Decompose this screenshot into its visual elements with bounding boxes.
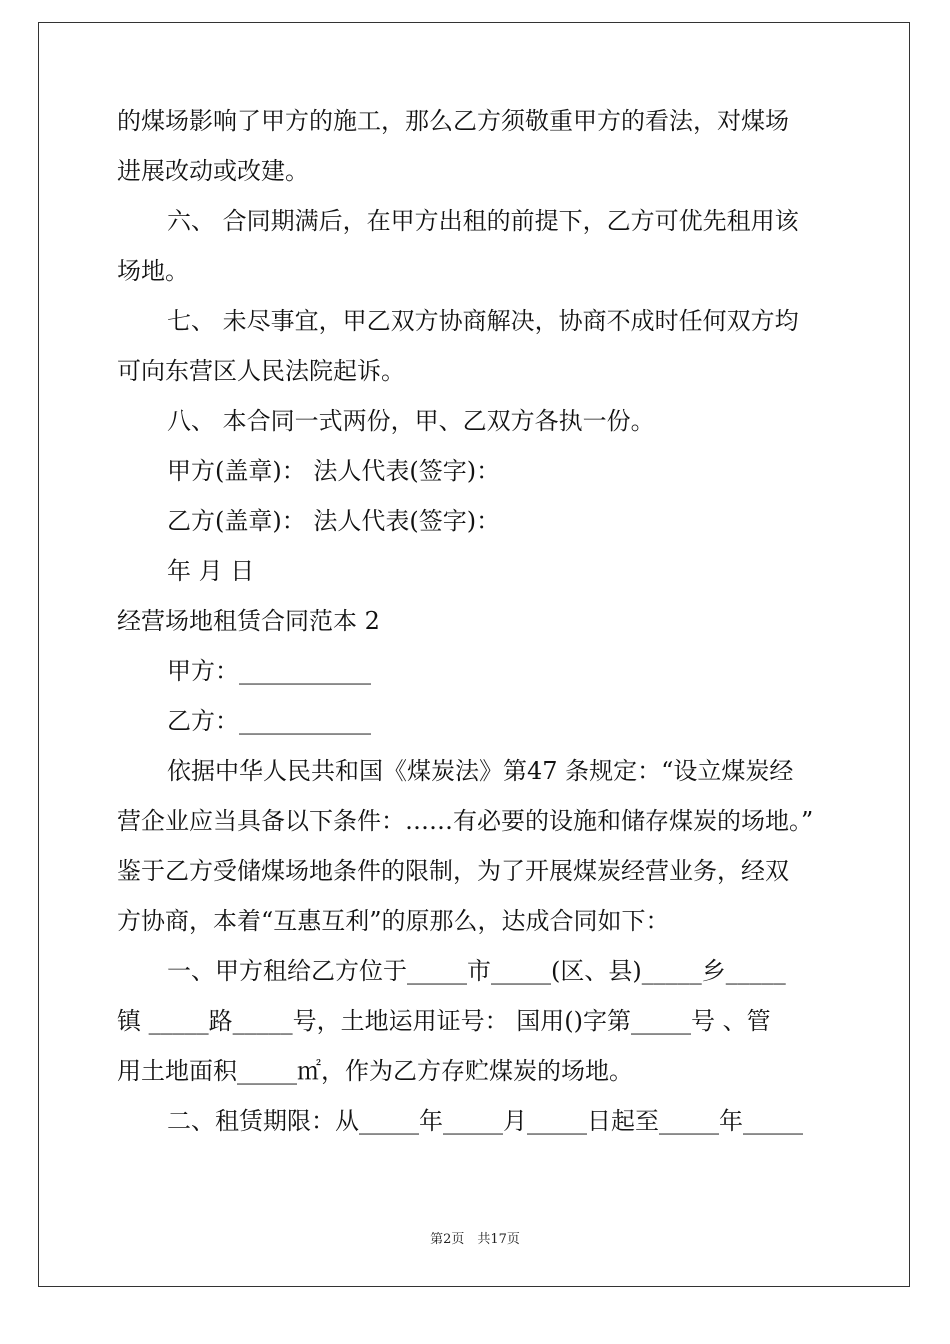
- party-b-field: 乙方：___________: [167, 707, 371, 735]
- text-line: 用土地面积_____㎡，作为乙方存贮煤炭的场地。: [117, 1057, 633, 1085]
- party-a-signature: 甲方(盖章)： 法人代表(签字)：: [167, 457, 501, 485]
- party-a-field: 甲方：___________: [167, 657, 371, 685]
- party-b-signature: 乙方(盖章)： 法人代表(签字)：: [167, 507, 501, 535]
- text-line: 进展改动或改建。: [117, 157, 309, 185]
- text-line: 营企业应当具备以下条件：……有必要的设施和储存煤炭的场地。”: [117, 807, 814, 835]
- text-line: 场地。: [117, 257, 189, 285]
- text-line: 鉴于乙方受储煤场地条件的限制，为了开展煤炭经营业务，经双: [117, 857, 789, 885]
- clause-six: 六、 合同期满后，在甲方出租的前提下，乙方可优先租用该: [167, 207, 799, 235]
- text-line: 镇 _____路_____号，土地运用证号： 国用()字第_____号 、管: [117, 1007, 771, 1035]
- page-number: 第2页 共17页: [430, 1232, 520, 1247]
- text-line: 依据中华人民共和国《煤炭法》第47 条规定：“设立煤炭经: [167, 757, 794, 785]
- text-line: 可向东营区人民法院起诉。: [117, 357, 405, 385]
- section-title: 经营场地租赁合同范本 2: [117, 607, 380, 635]
- clause-seven: 七、 未尽事宜，甲乙双方协商解决，协商不成时任何双方均: [167, 307, 799, 335]
- text-line: 的煤场影响了甲方的施工，那么乙方须敬重甲方的看法，对煤场: [117, 107, 789, 135]
- date-line: 年 月 日: [167, 557, 255, 585]
- text-line: 方协商，本着“互惠互利”的原那么，达成合同如下：: [117, 907, 670, 935]
- clause-two: 二、租赁期限：从_____年_____月_____日起至_____年_____: [167, 1107, 803, 1135]
- clause-one: 一、甲方租给乙方位于_____市_____(区、县)_____乡_____: [167, 957, 786, 985]
- clause-eight: 八、 本合同一式两份，甲、乙双方各执一份。: [167, 407, 655, 435]
- document-body: [117, 96, 839, 1146]
